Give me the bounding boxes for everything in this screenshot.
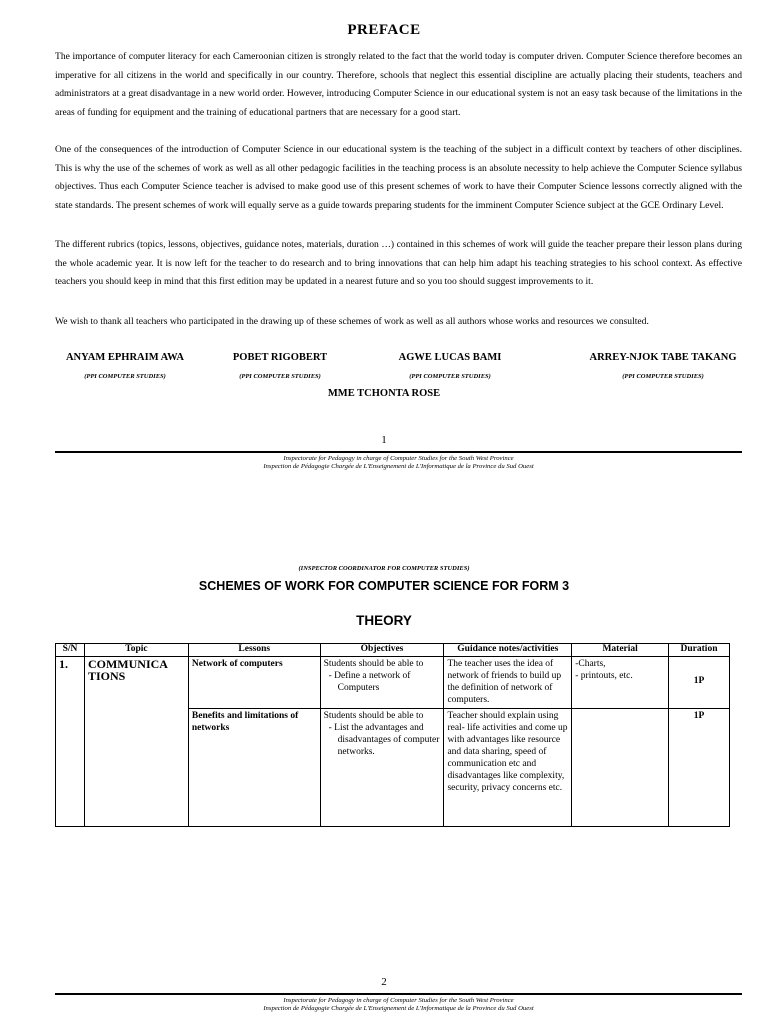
duration-cell: 1P <box>669 709 730 827</box>
header-guidance: Guidance notes/activities <box>444 644 572 657</box>
author-name: POBET RIGOBERT <box>232 352 328 363</box>
material-cell <box>572 709 669 827</box>
lesson-cell: Network of computers <box>188 657 320 709</box>
guidance-cell: Teacher should explain using real- life activities and come up with advantages like resource and data sharing, speed of communication etc and disadvantages like complexity, security, privacy concerns etc. <box>444 709 572 827</box>
footer-french: Inspection de Pédagogie Chargée de L'Enseignement de L'Informatique de la Province du Sud Ouest <box>263 1005 534 1012</box>
scheme-heading: SCHEMES OF WORK FOR COMPUTER SCIENCE FOR FORM 3 <box>198 579 570 593</box>
material-cell <box>572 657 669 709</box>
objective-item: - Define a network of Computers <box>338 670 441 694</box>
material-item: - printouts, etc. <box>575 671 633 681</box>
author-role: (PPI COMPUTER STUDIES) <box>84 373 166 380</box>
preface-paragraph-3: The different rubrics (topics, lessons, objectives, guidance notes, materials, duration …) contained in this schemes of work will guide the teacher prepare their lesson plans during the whole academic year. It is now left for the teacher to do research and to bring innovations that can help him adapt his teaching strategies to his school context. As effective teachers you should keep in mind that this first edition may be updated in a nearest future and so you too should suggest improvements to it. <box>55 239 742 287</box>
header-material: Material <box>572 644 669 657</box>
header-objectives: Objectives <box>320 644 444 657</box>
preface-paragraph-1: The importance of computer literacy for each Cameroonian citizen is strongly related to the fact that the world today is computer driven. Computer Science therefore becomes an imperative for all citizens in the world and specifically in our country. Therefore, schools that neglect this essential discipline are actually placing their students, teachers and administrators at a great disadvantage in a new world order. However, introducing Computer Science in our educational system is not an easy task because of the limitations in the areas of funding for equipment and the training of educational partners that are necessary for a good start. <box>55 51 742 118</box>
author-role: (PPI COMPUTER STUDIES) <box>622 373 704 380</box>
guidance-cell: The teacher uses the idea of network of friends to build up the definition of network of computers. <box>444 657 572 709</box>
footer-english: Inspectorate for Pedagogy in charge of Computer Studies for the South West Province <box>283 455 514 462</box>
coordinator-name: MME TCHONTA ROSE <box>327 388 441 399</box>
preface-paragraph-2: One of the consequences of the introduction of Computer Science in our educational system is the teaching of the subject in a difficult context by teachers of other disciplines. This is why the use of the schemes of work as well as all other pedagogic facilities in the teaching process is an absolute necessity to help achieve the Computer Science syllabus objectives. Thus each Computer Science teacher is advised to make good use of this present schemes of work to have their Computer Science lessons correctly aligned with the state standards. The present schemes of work will equally serve as a guide towards preparing students for the imminent Computer Science subject at the GCE Ordinary Level. <box>55 144 742 211</box>
author-name: ARREY-NJOK TABE TAKANG <box>589 352 737 363</box>
sn-cell: 1. <box>56 657 85 827</box>
header-topic: Topic <box>84 644 188 657</box>
author-name: ANYAM EPHRAIM AWA <box>65 352 185 363</box>
objective-intro: Students should be able to <box>323 659 424 669</box>
header-duration: Duration <box>669 644 730 657</box>
lesson-cell: Benefits and limitations of networks <box>188 709 320 827</box>
page-number: 1 <box>381 434 387 446</box>
author-role: (PPI COMPUTER STUDIES) <box>409 373 491 380</box>
objectives-cell <box>320 657 444 709</box>
objectives-cell <box>320 709 444 827</box>
objective-intro: Students should be able to <box>323 711 424 721</box>
footer-french: Inspection de Pédagogie Chargée de L'Enseignement de L'Informatique de la Province du Sud Ouest <box>263 463 534 470</box>
header-lessons: Lessons <box>188 644 320 657</box>
objective-list <box>324 670 441 694</box>
theory-heading: THEORY <box>356 613 412 628</box>
table-row <box>56 657 730 709</box>
topic-cell: COMMUNICA TIONS <box>84 657 188 827</box>
footer-english: Inspectorate for Pedagogy in charge of Computer Studies for the South West Province <box>283 997 514 1004</box>
footer-divider <box>55 451 742 453</box>
footer-divider <box>55 993 742 995</box>
table-header-row <box>56 644 730 657</box>
duration-cell: 1P <box>669 657 730 709</box>
objective-list <box>324 722 441 758</box>
header-sn: S/N <box>56 644 85 657</box>
preface-paragraph-4: We wish to thank all teachers who participated in the drawing up of these schemes of work as well as all authors whose works and resources we consulted. <box>55 316 649 327</box>
author-name: AGWE LUCAS BAMI <box>398 352 502 363</box>
author-role: (PPI COMPUTER STUDIES) <box>239 373 321 380</box>
material-item: -Charts, <box>575 659 606 669</box>
page-title: PREFACE <box>347 22 421 38</box>
page-number: 2 <box>381 976 387 988</box>
coordinator-role: (INSPECTOR COORDINATOR FOR COMPUTER STUDIES) <box>298 565 470 572</box>
objective-item: - List the advantages and disadvantages of computer networks. <box>338 722 441 758</box>
scheme-table <box>55 643 730 827</box>
